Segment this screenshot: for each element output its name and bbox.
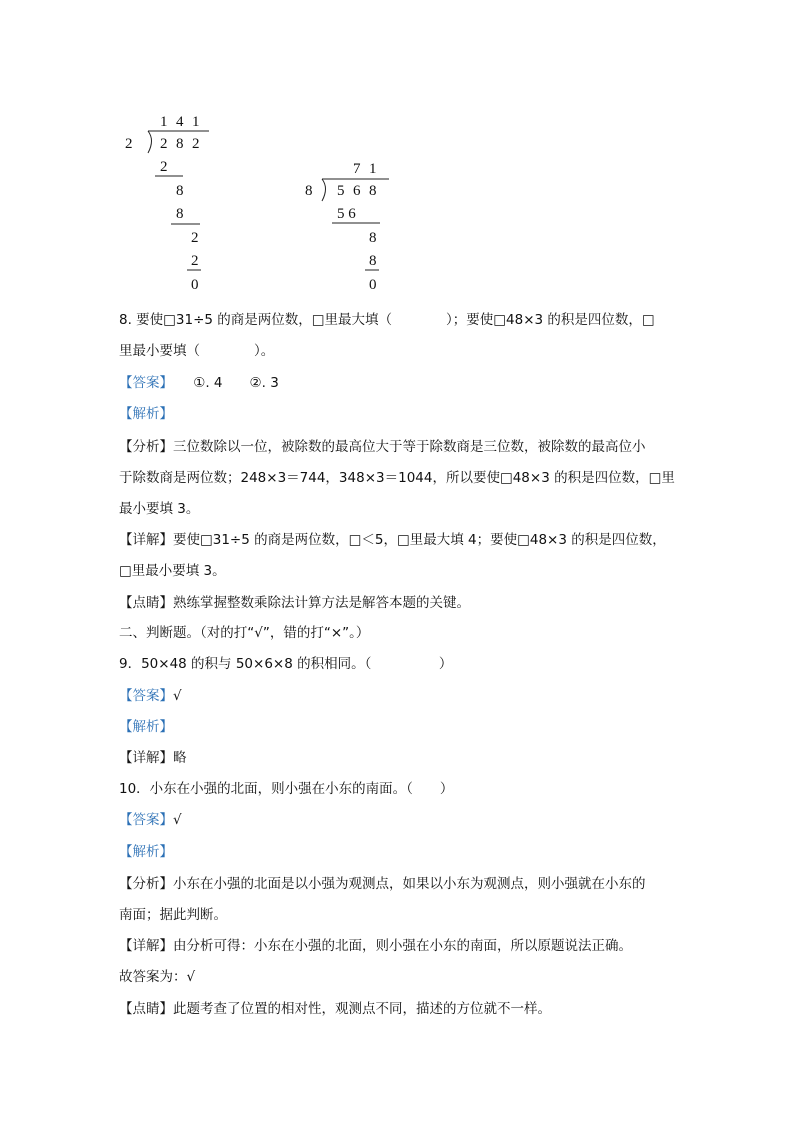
q9-analysis-heading xyxy=(119,719,173,735)
dianjing-tag: 【点睛】 xyxy=(119,595,173,611)
detail-text: 由分析可得：小东在小强的北面，则小强在小东的南面，所以原题说法正确。 xyxy=(173,938,632,954)
q8-dianjing xyxy=(119,595,470,611)
answer-tag: 【答案】 xyxy=(119,375,167,391)
q10-fenxi-line-2: 南面；据此判断。 xyxy=(119,907,227,923)
q10-analysis-heading xyxy=(119,844,173,860)
fenxi-tag: 【分析】 xyxy=(119,876,173,892)
dividend-digit: 2 xyxy=(160,136,168,152)
dianjing-text: 熟练掌握整数乘除法计算方法是解答本题的关键。 xyxy=(173,595,470,611)
step-value: 5 6 xyxy=(337,206,356,222)
long-division-282-by-2 xyxy=(115,108,225,298)
q10-question: 10．小东在小强的北面，则小强在小东的南面。（ ） xyxy=(119,781,454,797)
detail-tag: 【详解】 xyxy=(119,750,173,766)
q8-line-1: 8. 要使□31÷5 的商是两位数，□里最大填（ ）；要使□48×3 的积是四位数，□ xyxy=(119,312,655,328)
answer-tag: 【答案】 xyxy=(119,812,173,828)
analysis-tag: 【解析】 xyxy=(119,844,173,860)
detail-tag: 【详解】 xyxy=(119,938,173,954)
q9-answer xyxy=(119,688,182,704)
dividend-digit: 6 xyxy=(353,183,361,199)
detail-text: 要使□31÷5 的商是两位数，□＜5，□里最大填 4；要使□48×3 的积是四位数， xyxy=(173,532,666,548)
divisor: 8 xyxy=(305,183,313,199)
section-title: 二、判断题。（对的打“√”，错的打“×”。） xyxy=(119,625,370,641)
q10-detail xyxy=(119,938,632,954)
quotient-digit: 4 xyxy=(176,114,184,130)
step-value: 8 xyxy=(176,206,184,222)
dividend-digit: 8 xyxy=(369,183,377,199)
detail-text: 略 xyxy=(173,750,187,766)
quotient-digit: 1 xyxy=(192,114,200,130)
q8-detail-line-2: □里最小要填 3。 xyxy=(119,563,226,579)
q8-fenxi-line-2: 于除数商是两位数；248×3＝744，348×3＝1044，所以要使□48×3 的积是四位数，□里 xyxy=(119,470,675,486)
detail-tag: 【详解】 xyxy=(119,532,173,548)
divisor: 2 xyxy=(125,136,133,152)
q10-final-answer: 故答案为：√ xyxy=(119,969,196,985)
q8-fenxi-line-1 xyxy=(119,439,646,455)
dianjing-text: 此题考查了位置的相对性，观测点不同，描述的方位就不一样。 xyxy=(173,1001,551,1017)
q8-detail-line-1 xyxy=(119,532,666,548)
q8-answer xyxy=(119,375,279,391)
q8-analysis-heading xyxy=(119,406,173,422)
q10-fenxi-line-1 xyxy=(119,876,646,892)
step-value: 2 xyxy=(191,253,199,269)
step-value: 0 xyxy=(191,277,199,293)
q8-fenxi-line-3: 最小要填 3。 xyxy=(119,501,200,517)
q9-detail xyxy=(119,750,187,766)
step-value: 0 xyxy=(369,277,377,293)
dividend-digit: 2 xyxy=(192,136,200,152)
dianjing-tag: 【点睛】 xyxy=(119,1001,173,1017)
analysis-tag: 【解析】 xyxy=(119,719,173,735)
dividend-digit: 5 xyxy=(337,183,345,199)
step-value: 8 xyxy=(176,183,184,199)
long-division-568-by-8 xyxy=(295,155,405,295)
step-value: 8 xyxy=(369,253,377,269)
q10-answer xyxy=(119,812,182,828)
step-value: 8 xyxy=(369,230,377,246)
answer-tag: 【答案】 xyxy=(119,688,173,704)
quotient-digit: 7 xyxy=(353,161,361,177)
step-value: 2 xyxy=(160,159,168,175)
fenxi-text: 三位数除以一位，被除数的最高位大于等于除数商是三位数，被除数的最高位小 xyxy=(173,439,646,455)
quotient-digit: 1 xyxy=(369,161,377,177)
q9-question: 9．50×48 的积与 50×6×8 的积相同。（ ） xyxy=(119,656,453,672)
answer-text: ①. 4 ②. 3 xyxy=(166,375,279,391)
answer-text: √ xyxy=(173,688,182,704)
fenxi-tag: 【分析】 xyxy=(119,439,173,455)
answer-text: √ xyxy=(173,812,182,828)
dividend-digit: 8 xyxy=(176,136,184,152)
q8-line-2: 里最小要填（ ）。 xyxy=(119,343,275,359)
fenxi-text: 小东在小强的北面是以小强为观测点，如果以小东为观测点，则小强就在小东的 xyxy=(173,876,646,892)
division-bracket xyxy=(322,179,326,201)
q10-dianjing xyxy=(119,1001,551,1017)
analysis-tag: 【解析】 xyxy=(119,406,173,422)
step-value: 2 xyxy=(191,230,199,246)
quotient-digit: 1 xyxy=(160,114,168,130)
division-bracket xyxy=(148,131,152,153)
